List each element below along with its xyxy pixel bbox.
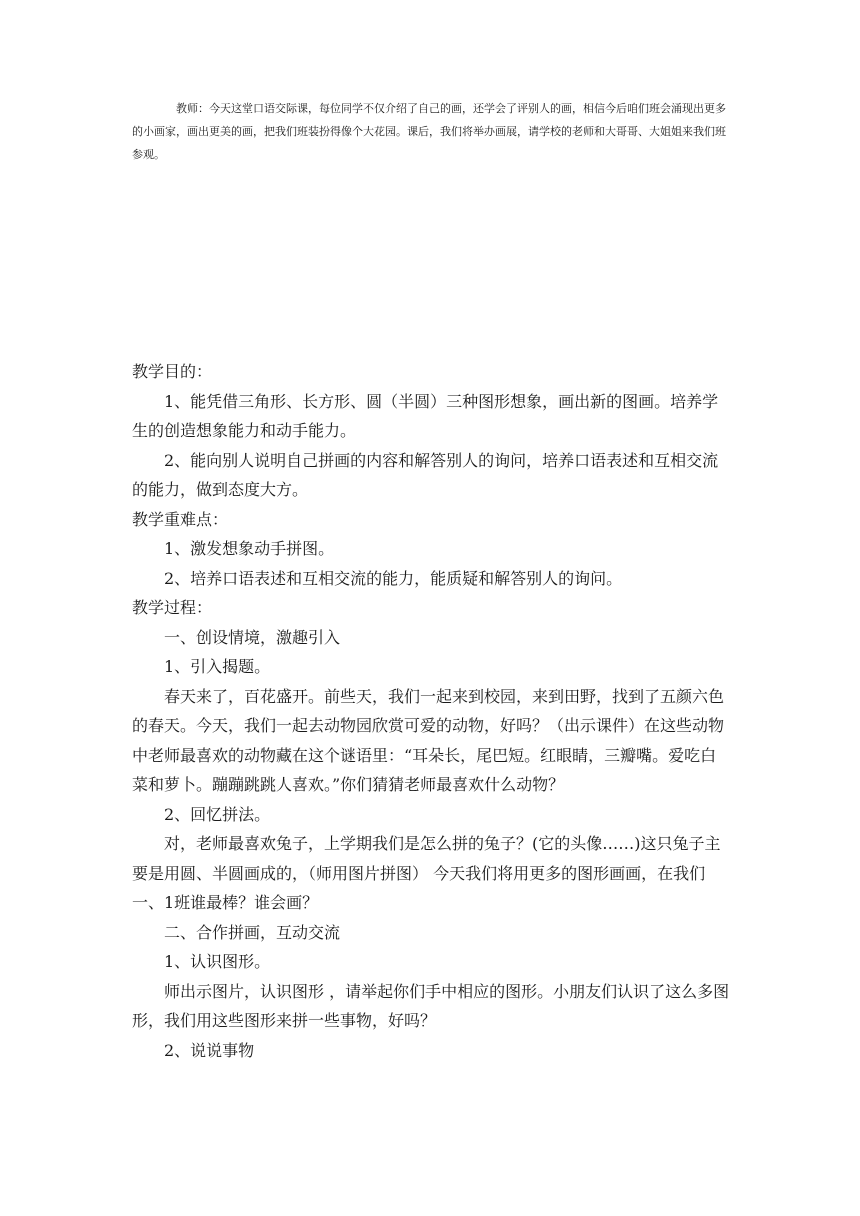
goal-item-2: 2、能向别人说明自己拼画的内容和解答别人的询问，培养口语表述和互相交流的能力，做到态度大方。 [132, 450, 719, 499]
part-1-title: 一、创设情境，激趣引入 [164, 627, 341, 647]
key-point-1: 1、激发想象动手拼图。 [164, 539, 335, 558]
step-2-1: 1、认识图形。 [164, 952, 271, 971]
lesson-plan-body [132, 357, 732, 1065]
step-1-1: 1、引入揭题。 [164, 657, 271, 676]
key-point-2: 2、培养口语表述和互相交流的能力，能质疑和解答别人的询问。 [164, 568, 623, 588]
paragraph-shapes: 师出示图片，认识图形 ，请举起你们手中相应的图形。小朋友们认识了这么多图形，我们用这些图形来拼一些事物，好吗？ [132, 981, 730, 1030]
paragraph-rabbit: 对，老师最喜欢兔子，上学期我们是怎么拼的兔子？(它的头像……)这只兔子主要是用圆、半圆画成的，（师用图片拼图） 今天我们将用更多的图形画画，在我们一、1班谁最棒？谁会画？ [132, 834, 721, 912]
process-heading: 教学过程： [132, 598, 213, 617]
step-1-2: 2、回忆拼法。 [164, 804, 271, 824]
goal-item-1: 1、能凭借三角形、长方形、圆（半圆）三种图形想象，画出新的图画。培养学生的创造想象能力和动手能力。 [132, 391, 719, 440]
paragraph-spring-riddle: 春天来了，百花盛开。前些天，我们一起来到校园，来到田野，找到了五颜六色的春天。今天，我们一起去动物园欣赏可爱的动物，好吗？（出示课件）在这些动物中老师最喜欢的动物藏在这个谜语里：“耳朵长，尾巴短。红眼睛，三瓣嘴。爱吃白菜和萝卜。蹦蹦跳跳人喜欢。”你们猜猜老师最喜欢什么动物？ [132, 686, 725, 794]
teacher-closing-note [132, 97, 732, 166]
step-2-2: 2、说说事物 [164, 1040, 255, 1060]
key-points-heading: 教学重难点： [132, 509, 229, 529]
goals-heading: 教学目的： [132, 362, 213, 381]
part-2-title: 二、合作拼画，互动交流 [164, 922, 341, 942]
teacher-closing-paragraph: 教师：今天这堂口语交际课，每位同学不仅介绍了自己的画，还学会了评别人的画，相信今后咱们班会涌现出更多的小画家，画出更美的画，把我们班装扮得像个大花园。课后，我们将举办画展，请学校的老师和大哥哥、大姐姐来我们班参观。 [132, 102, 726, 161]
